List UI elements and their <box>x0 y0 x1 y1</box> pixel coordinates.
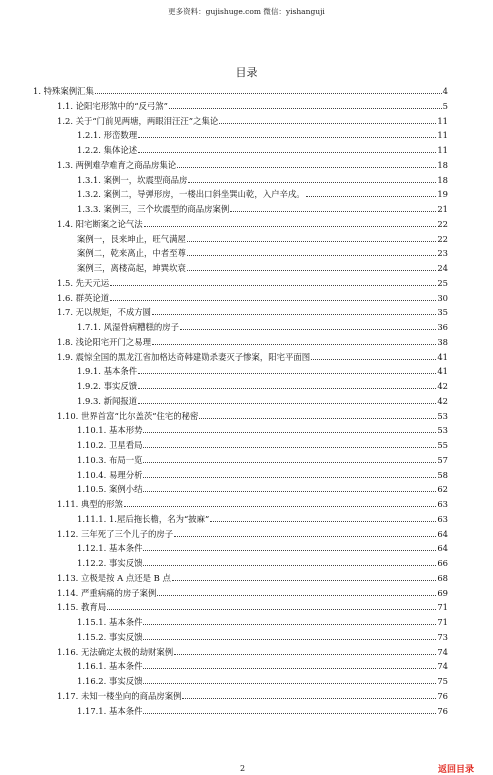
toc-entry-page: 4 <box>442 86 448 96</box>
back-to-toc-link[interactable]: 返回目录 <box>438 765 475 775</box>
toc-dot-leader <box>187 254 436 256</box>
toc-dot-leader <box>143 712 436 714</box>
toc-entry[interactable] <box>57 525 448 539</box>
toc-entry[interactable] <box>77 141 448 155</box>
toc-entry[interactable] <box>77 171 448 185</box>
toc-entry-page: 11 <box>437 145 448 155</box>
toc-entry[interactable] <box>77 539 448 553</box>
toc-dot-leader <box>138 136 436 138</box>
toc-entry-title: 1.3.3. 案例三，三个坎震型的商品房案例 <box>77 204 230 214</box>
toc-dot-leader <box>138 387 436 389</box>
toc-dot-leader <box>172 579 437 581</box>
toc-dot-leader <box>177 166 436 168</box>
toc-entry-title: 1.12. 三年死了三个儿子的房子 <box>57 528 174 539</box>
toc-entry-title: 1. 特殊案例汇集 <box>33 86 94 96</box>
toc-entry-page: 74 <box>437 661 448 672</box>
toc-entry[interactable] <box>77 510 448 524</box>
toc-entry[interactable] <box>57 569 448 583</box>
toc-entry-title: 1.15.2. 事实反馈 <box>77 631 143 642</box>
toc-entry-title: 1.2.1. 形峦数理 <box>77 130 138 141</box>
toc-entry-title: 1.2. 关于“门前见两塘，两眼泪汪汪”之集论 <box>57 115 219 126</box>
toc-entry-title: 1.3.2. 案例二，导弹形房，一楼出口斜坐巽山乾，入户辛戌。 <box>77 189 305 200</box>
toc-entry-title: 1.10.1. 基本形势 <box>77 425 143 436</box>
toc-entry[interactable] <box>77 392 448 406</box>
toc-entry-title: 1.3.1. 案例一，坎震型商品房 <box>77 174 188 185</box>
toc-dot-leader <box>143 490 436 492</box>
toc-entry[interactable] <box>57 303 448 317</box>
toc-entry-title: 1.10.5. 案例小结 <box>77 484 143 495</box>
toc-dot-leader <box>124 505 436 507</box>
page-number: 2 <box>240 764 246 773</box>
toc-entry-page: 53 <box>437 410 448 421</box>
toc-entry-page: 18 <box>437 174 448 185</box>
toc-dot-leader <box>143 476 436 478</box>
toc-entry-page: 19 <box>437 189 448 200</box>
toc-dot-leader <box>143 549 436 551</box>
toc-entry-title: 1.2.2. 集体论述 <box>77 145 138 155</box>
toc-entry-page: 35 <box>437 307 448 318</box>
toc-entry-page: 75 <box>437 676 448 686</box>
toc-dot-leader <box>311 358 436 360</box>
toc-entry-title: 1.6. 群英论道 <box>57 292 110 303</box>
toc-entry[interactable] <box>77 702 448 716</box>
toc-entry-title: 1.16. 无法确定太极的劫财案例 <box>57 646 174 657</box>
toc-dot-leader <box>143 667 436 669</box>
toc-entry-page: 24 <box>437 263 448 273</box>
toc-dot-leader <box>152 313 436 315</box>
toc-entry-page: 22 <box>437 218 448 229</box>
toc-entry[interactable] <box>57 495 448 509</box>
toc-entry-title: 1.13. 立极是按 A 点还是 B 点 <box>57 572 171 583</box>
toc-entry-page: 69 <box>437 587 448 598</box>
toc-entry[interactable] <box>77 318 448 332</box>
toc-entry[interactable] <box>77 126 448 140</box>
toc-entry-title: 1.10.4. 易理分析 <box>77 469 143 480</box>
toc-entry-page: 38 <box>437 336 448 347</box>
toc-entry-page: 66 <box>437 558 448 568</box>
toc-entry-page: 41 <box>437 351 448 362</box>
toc-entry-title: 1.7.1. 风湿骨病糟糕的房子 <box>77 322 180 332</box>
toc-entry[interactable] <box>77 436 448 450</box>
toc-entry[interactable] <box>57 687 448 701</box>
toc-dot-leader <box>219 122 436 124</box>
toc-dot-leader <box>180 328 436 330</box>
toc-dot-leader <box>182 697 436 699</box>
toc-entry[interactable] <box>77 259 448 273</box>
toc-entry[interactable] <box>77 200 448 214</box>
toc-entry-page: 68 <box>437 572 448 583</box>
toc-entry[interactable] <box>33 82 448 96</box>
toc-dot-leader <box>210 520 436 522</box>
toc-dot-leader <box>138 372 436 374</box>
toc-entry-page: 42 <box>437 381 448 391</box>
toc-entry-title: 1.15.1. 基本条件 <box>77 617 143 627</box>
toc-entry[interactable] <box>77 421 448 435</box>
toc-entry-title: 1.9.1. 基本条件 <box>77 366 138 377</box>
toc-entry[interactable] <box>77 613 448 627</box>
toc-entry-title: 1.10.2. 卫星看局 <box>77 440 143 450</box>
toc-entry-page: 73 <box>437 631 448 642</box>
toc-entry[interactable] <box>77 657 448 671</box>
toc-entry[interactable] <box>77 244 448 258</box>
toc-entry-title: 1.14. 严重病痛的房子案例 <box>57 587 157 598</box>
toc-entry[interactable] <box>77 185 448 199</box>
toc-entry[interactable] <box>77 480 448 494</box>
toc-entry-page: 71 <box>437 602 448 613</box>
toc-dot-leader <box>169 107 442 109</box>
toc-entry-page: 76 <box>437 690 448 701</box>
toc-dot-leader <box>174 535 436 537</box>
toc-entry-title: 1.17.1. 基本条件 <box>77 705 143 716</box>
toc-entry[interactable] <box>57 156 448 170</box>
toc-entry-title: 1.17. 未知一楼坐向的商品房案例 <box>57 690 182 701</box>
toc-entry-page: 41 <box>437 366 448 377</box>
toc-dot-leader <box>306 195 437 197</box>
page-header: 更多资料：gujishuge.com 微信：yishanguji <box>168 7 325 16</box>
toc-entry-title: 1.16.2. 事实反馈 <box>77 676 143 686</box>
toc-entry-page: 74 <box>437 646 448 657</box>
toc-entry-page: 18 <box>437 159 448 170</box>
toc-entry[interactable] <box>77 230 448 244</box>
toc-entry[interactable] <box>57 584 448 598</box>
toc-entry-title: 1.5. 先天元运 <box>57 277 110 288</box>
toc-entry[interactable] <box>77 362 448 376</box>
toc-dot-leader <box>157 594 436 596</box>
toc-entry-title: 1.8. 浅论阳宅开门之易理 <box>57 336 152 347</box>
toc-dot-leader <box>95 92 442 94</box>
page-title: 目录 <box>235 66 258 79</box>
toc-dot-leader <box>143 461 436 463</box>
toc-entry[interactable] <box>57 407 448 421</box>
toc-entry-title: 1.1. 论阳宅形煞中的“反弓煞” <box>57 100 168 111</box>
toc-dot-leader <box>107 608 436 610</box>
toc-entry-page: 11 <box>437 130 448 141</box>
toc-dot-leader <box>143 682 436 684</box>
toc-entry-page: 57 <box>437 454 448 465</box>
toc-dot-leader <box>110 284 436 286</box>
toc-entry-page: 64 <box>437 543 448 554</box>
toc-dot-leader <box>199 417 436 419</box>
toc-dot-leader <box>143 431 436 433</box>
toc-entry-title: 1.9.2. 事实反馈 <box>77 381 138 391</box>
toc-entry-page: 36 <box>437 322 448 332</box>
toc-entry-title: 1.12.2. 事实反馈 <box>77 558 143 568</box>
toc-entry-page: 23 <box>437 248 448 259</box>
toc-entry[interactable] <box>77 628 448 642</box>
toc-dot-leader <box>143 623 436 625</box>
toc-entry-title: 1.15. 教育局 <box>57 602 107 613</box>
toc-entry-title: 1.11. 典型的形煞 <box>57 499 123 509</box>
toc-entry-title: 1.10.3. 布局一览 <box>77 454 143 465</box>
toc-entry-page: 58 <box>437 469 448 480</box>
toc-entry[interactable] <box>77 451 448 465</box>
toc-entry-page: 55 <box>437 440 448 450</box>
toc-entry-page: 63 <box>437 499 448 509</box>
toc-dot-leader <box>230 210 436 212</box>
toc-entry-page: 63 <box>437 513 448 524</box>
toc-entry-page: 30 <box>437 292 448 303</box>
toc-entry-title: 1.16.1. 基本条件 <box>77 661 143 672</box>
toc-entry[interactable] <box>57 348 448 362</box>
toc-entry-title: 1.10. 世界首富“比尔盖茨”住宅的秘密 <box>57 410 199 421</box>
toc-dot-leader <box>143 638 436 640</box>
toc-dot-leader <box>138 151 436 153</box>
toc-dot-leader <box>188 181 436 183</box>
toc-entry-title: 案例三，离楼高起，坤巽坎衰 <box>77 263 186 273</box>
toc-entry-page: 42 <box>437 395 448 406</box>
toc-entry-page: 76 <box>437 705 448 716</box>
toc-entry[interactable] <box>57 289 448 303</box>
toc-entry[interactable] <box>57 215 448 229</box>
toc-entry-page: 64 <box>437 528 448 539</box>
toc-entry-page: 25 <box>437 277 448 288</box>
toc-dot-leader <box>143 446 436 448</box>
toc-entry-page: 62 <box>437 484 448 495</box>
toc-entry[interactable] <box>57 112 448 126</box>
toc-entry-title: 1.9. 震惊全国的黑龙江省加格达奇韩建勋杀妻灭子惨案，阳宅平面图 <box>57 351 311 362</box>
toc-entry-title: 1.7. 无以规矩，不成方圆 <box>57 307 152 318</box>
toc-entry-title: 1.3. 两例难孕难育之商品房集论 <box>57 159 177 170</box>
toc-entry[interactable] <box>57 643 448 657</box>
toc-entry[interactable] <box>57 598 448 612</box>
toc-entry-title: 案例二，乾来离止，中者至尊 <box>77 248 186 259</box>
toc-entry-page: 5 <box>442 100 448 111</box>
toc-entry[interactable] <box>57 333 448 347</box>
toc-entry-page: 11 <box>437 115 448 126</box>
toc-dot-leader <box>143 564 436 566</box>
toc-entry[interactable] <box>57 97 448 111</box>
toc-entry[interactable] <box>77 554 448 568</box>
toc-dot-leader <box>138 402 436 404</box>
toc-entry[interactable] <box>77 672 448 686</box>
toc-entry-title: 1.9.3. 新闻报道 <box>77 395 138 406</box>
toc-entry-page: 53 <box>437 425 448 436</box>
toc-entry-title: 案例一，艮来坤止，旺气满屋 <box>77 233 186 244</box>
toc-entry-page: 21 <box>437 204 448 214</box>
toc-entry-page: 22 <box>437 233 448 244</box>
toc-dot-leader <box>152 343 436 345</box>
toc-entry-title: 1.12.1. 基本条件 <box>77 543 143 554</box>
toc-entry-page: 71 <box>437 617 448 627</box>
toc-dot-leader <box>187 269 436 271</box>
toc-dot-leader <box>187 240 436 242</box>
toc-entry[interactable] <box>77 466 448 480</box>
toc-entry[interactable] <box>77 377 448 391</box>
toc-dot-leader <box>174 653 436 655</box>
toc-dot-leader <box>110 299 436 301</box>
toc-entry-title: 1.4. 阳宅断案之论气法 <box>57 218 143 229</box>
toc-entry[interactable] <box>57 274 448 288</box>
toc-entry-title: 1.11.1. 1.屋后拖长檐，名为“披麻” <box>77 513 210 524</box>
toc-dot-leader <box>144 225 437 227</box>
